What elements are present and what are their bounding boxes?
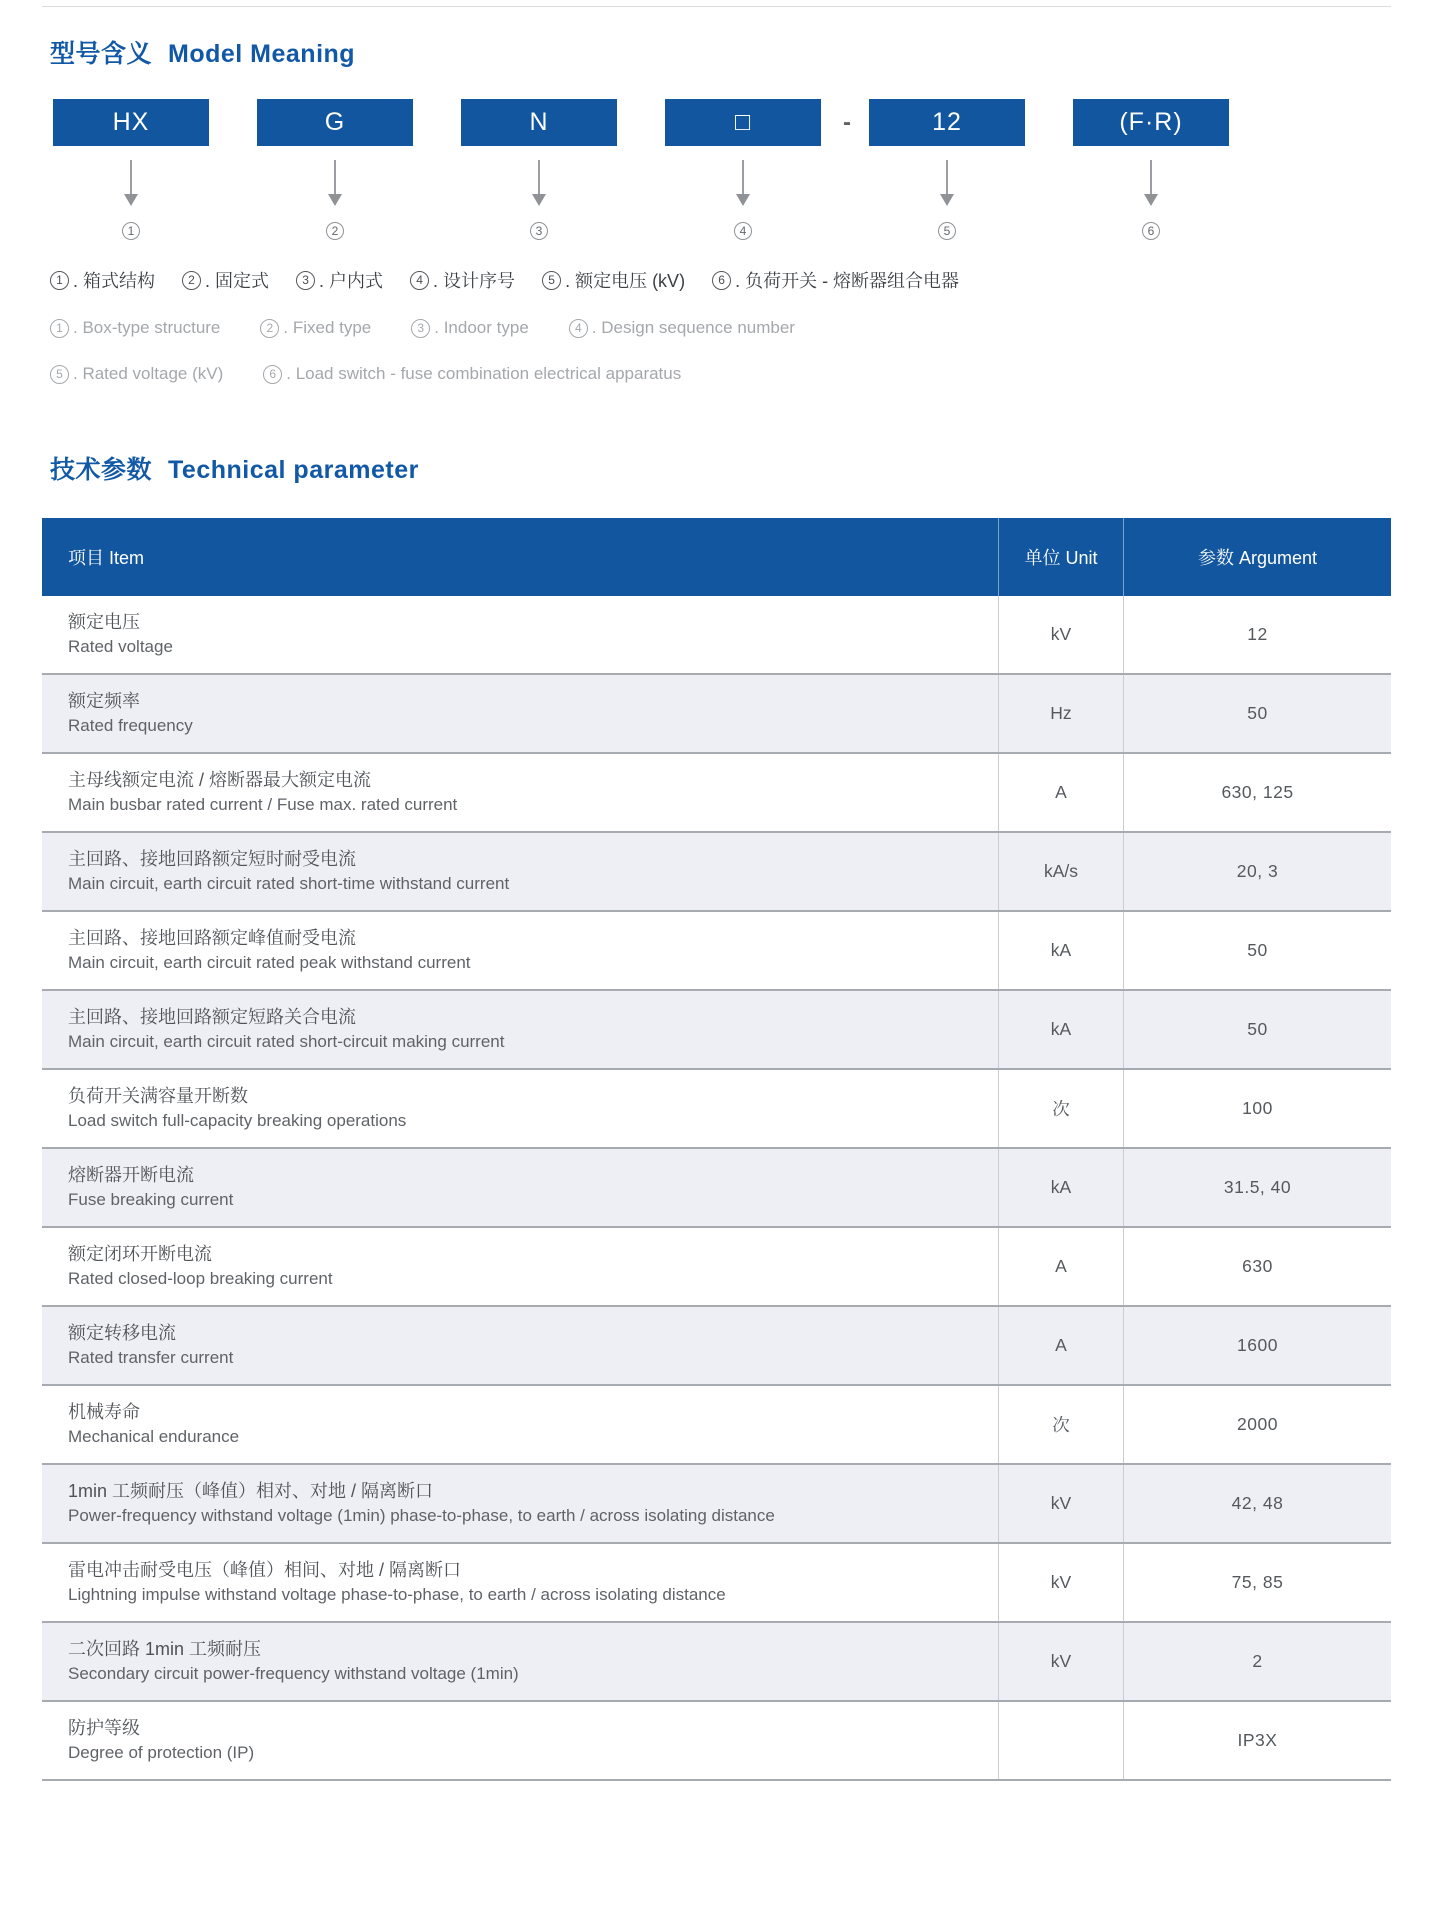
item-label-zh: 雷电冲击耐受电压（峰值）相间、对地 / 隔离断口 [68, 1560, 462, 1580]
legend-item-5 [542, 267, 685, 293]
cell-argument: 12 [1123, 596, 1391, 673]
legend-item-5 [50, 364, 223, 384]
down-arrow-icon [940, 160, 954, 206]
legend-item-label: . 户内式 [319, 271, 384, 291]
cell-argument: 50 [1123, 991, 1391, 1068]
section-title-en: Model Meaning [168, 40, 356, 68]
item-label-en: Fuse breaking current [68, 1190, 234, 1209]
cell-item [42, 912, 998, 989]
cell-item [42, 1702, 998, 1779]
table-row [42, 1465, 1391, 1544]
model-code-box: 12 [869, 99, 1025, 146]
item-label-zh: 主回路、接地回路额定短路关合电流 [68, 1007, 356, 1027]
circled-number-6: 6 [712, 271, 731, 290]
legend-item-label: . 固定式 [205, 271, 270, 291]
cell-argument: 2000 [1123, 1386, 1391, 1463]
table-row [42, 1702, 1391, 1781]
legend-item-2 [260, 318, 371, 338]
cell-item [42, 1465, 998, 1542]
section-title-technical-parameter [50, 450, 419, 486]
cell-unit: A [998, 1307, 1123, 1384]
legend-item-4 [569, 318, 795, 338]
item-label-en: Mechanical endurance [68, 1427, 240, 1446]
circled-number-5: 5 [542, 271, 561, 290]
model-code-unit-5 [869, 99, 1025, 240]
cell-unit: A [998, 1228, 1123, 1305]
legend-item-1 [50, 318, 220, 338]
cell-argument: 630, 125 [1123, 754, 1391, 831]
circled-number-6: 6 [263, 365, 282, 384]
circled-number-5: 5 [938, 222, 956, 240]
item-label-zh: 1min 工频耐压（峰值）相对、对地 / 隔离断口 [68, 1481, 434, 1501]
cell-unit [998, 1702, 1123, 1779]
cell-item [42, 754, 998, 831]
model-code-diagram [53, 99, 1233, 240]
cell-item [42, 1623, 998, 1700]
arrow-stem [130, 160, 132, 194]
section-title-model-meaning [50, 34, 355, 70]
cell-argument: 1600 [1123, 1307, 1391, 1384]
cell-item [42, 991, 998, 1068]
model-code-unit-3 [461, 99, 617, 240]
model-code-unit-1 [53, 99, 209, 240]
top-divider [42, 6, 1391, 7]
section-title-zh: 型号含义 [50, 40, 153, 68]
legend-item-4 [410, 267, 515, 293]
item-label-zh: 主回路、接地回路额定峰值耐受电流 [68, 928, 356, 948]
cell-unit: kV [998, 596, 1123, 673]
item-label-zh: 主母线额定电流 / 熔断器最大额定电流 [68, 770, 372, 790]
arrow-stem [946, 160, 948, 194]
table-row [42, 991, 1391, 1070]
down-arrow-icon [532, 160, 546, 206]
model-code-dash: - [843, 108, 851, 136]
down-arrow-icon [124, 160, 138, 206]
arrow-stem [742, 160, 744, 194]
cell-argument: 20, 3 [1123, 833, 1391, 910]
cell-unit: kV [998, 1544, 1123, 1621]
cell-unit: 次 [998, 1070, 1123, 1147]
circled-number-4: 4 [410, 271, 429, 290]
column-header-argument: 参数 Argument [1123, 518, 1391, 596]
circled-number-5: 5 [50, 365, 69, 384]
circled-number-1: 1 [122, 222, 140, 240]
legend-en-line2 [50, 364, 681, 384]
cell-argument: 50 [1123, 675, 1391, 752]
item-label-en: Rated closed-loop breaking current [68, 1269, 333, 1288]
arrow-stem [538, 160, 540, 194]
cell-item [42, 833, 998, 910]
legend-item-3 [411, 318, 529, 338]
legend-item-label: . 箱式结构 [73, 271, 156, 291]
cell-item [42, 1307, 998, 1384]
legend-item-3 [296, 267, 383, 293]
legend-item-1 [50, 267, 155, 293]
legend-item-6 [263, 364, 681, 384]
arrow-stem [334, 160, 336, 194]
circled-number-2: 2 [182, 271, 201, 290]
item-label-en: Secondary circuit power-frequency withstand voltage (1min) [68, 1664, 519, 1683]
item-label-en: Rated frequency [68, 716, 193, 735]
arrow-head [1144, 194, 1158, 206]
table-body [42, 596, 1391, 1781]
circled-number-1: 1 [50, 271, 69, 290]
model-code-unit-4 [665, 99, 821, 240]
model-code-box: G [257, 99, 413, 146]
table-row [42, 754, 1391, 833]
technical-parameter-table [42, 518, 1391, 1781]
item-label-zh: 负荷开关满容量开断数 [68, 1086, 248, 1106]
circled-number-3: 3 [530, 222, 548, 240]
cell-unit: kA/s [998, 833, 1123, 910]
cell-item [42, 596, 998, 673]
table-row [42, 596, 1391, 675]
item-label-zh: 主回路、接地回路额定短时耐受电流 [68, 849, 356, 869]
cell-unit: kA [998, 1149, 1123, 1226]
cell-unit: 次 [998, 1386, 1123, 1463]
legend-item-label: . Rated voltage (kV) [73, 364, 224, 383]
item-label-en: Main circuit, earth circuit rated short-circuit making current [68, 1032, 505, 1051]
cell-item [42, 1149, 998, 1226]
item-label-zh: 熔断器开断电流 [68, 1165, 194, 1185]
item-label-en: Rated transfer current [68, 1348, 234, 1367]
model-code-box: HX [53, 99, 209, 146]
cell-item [42, 1544, 998, 1621]
arrow-head [532, 194, 546, 206]
down-arrow-icon [1144, 160, 1158, 206]
down-arrow-icon [328, 160, 342, 206]
legend-item-label: . Indoor type [434, 318, 529, 337]
cell-argument: 100 [1123, 1070, 1391, 1147]
model-code-box: □ [665, 99, 821, 146]
arrow-head [124, 194, 138, 206]
cell-unit: kA [998, 991, 1123, 1068]
item-label-en: Rated voltage [68, 637, 173, 656]
table-row [42, 1228, 1391, 1307]
table-row [42, 1307, 1391, 1386]
cell-unit: A [998, 754, 1123, 831]
cell-unit: kV [998, 1465, 1123, 1542]
arrow-head [940, 194, 954, 206]
cell-unit: Hz [998, 675, 1123, 752]
column-header-unit: 单位 Unit [998, 518, 1123, 596]
legend-item-label: . 设计序号 [433, 271, 516, 291]
item-label-en: Power-frequency withstand voltage (1min) phase-to-phase, to earth / across isolating distance [68, 1506, 775, 1525]
cell-unit: kV [998, 1623, 1123, 1700]
legend-item-label: . 负荷开关 - 熔断器组合电器 [735, 271, 960, 291]
legend-item-2 [182, 267, 269, 293]
item-label-zh: 额定转移电流 [68, 1323, 176, 1343]
legend-zh [50, 267, 959, 293]
model-code-unit-6 [1073, 99, 1229, 240]
table-row [42, 675, 1391, 754]
section-title-en: Technical parameter [168, 456, 419, 484]
circled-number-3: 3 [411, 319, 430, 338]
cell-argument: 630 [1123, 1228, 1391, 1305]
table-row [42, 1386, 1391, 1465]
item-label-zh: 额定电压 [68, 612, 140, 632]
legend-item-label: . Box-type structure [73, 318, 221, 337]
circled-number-4: 4 [569, 319, 588, 338]
legend-item-label: . Fixed type [283, 318, 372, 337]
legend-item-label: . 额定电压 (kV) [565, 271, 686, 291]
column-header-item: 项目 Item [68, 548, 145, 568]
arrow-stem [1150, 160, 1152, 194]
item-label-en: Main busbar rated current / Fuse max. rated current [68, 795, 458, 814]
table-row [42, 1544, 1391, 1623]
cell-argument: 75, 85 [1123, 1544, 1391, 1621]
table-row [42, 912, 1391, 991]
cell-argument: 2 [1123, 1623, 1391, 1700]
model-code-unit-2 [257, 99, 413, 240]
cell-unit: kA [998, 912, 1123, 989]
legend-item-label: . Load switch - fuse combination electrical apparatus [286, 364, 682, 383]
item-label-zh: 额定频率 [68, 691, 140, 711]
down-arrow-icon [736, 160, 750, 206]
model-code-box: N [461, 99, 617, 146]
table-row [42, 833, 1391, 912]
cell-item [42, 1386, 998, 1463]
cell-argument: 31.5, 40 [1123, 1149, 1391, 1226]
legend-en-line1 [50, 318, 795, 338]
legend-item-label: . Design sequence number [591, 318, 795, 337]
table-row [42, 1070, 1391, 1149]
circled-number-3: 3 [296, 271, 315, 290]
circled-number-4: 4 [734, 222, 752, 240]
item-label-zh: 机械寿命 [68, 1402, 140, 1422]
item-label-en: Lightning impulse withstand voltage phase-to-phase, to earth / across isolating distance [68, 1585, 726, 1604]
cell-item [42, 1070, 998, 1147]
item-label-en: Main circuit, earth circuit rated peak withstand current [68, 953, 471, 972]
arrow-head [328, 194, 342, 206]
table-row [42, 1623, 1391, 1702]
circled-number-1: 1 [50, 319, 69, 338]
item-label-zh: 额定闭环开断电流 [68, 1244, 212, 1264]
table-header-row [42, 518, 1391, 596]
cell-argument: 50 [1123, 912, 1391, 989]
section-title-zh: 技术参数 [50, 456, 153, 484]
circled-number-2: 2 [260, 319, 279, 338]
cell-argument: IP3X [1123, 1702, 1391, 1779]
circled-number-2: 2 [326, 222, 344, 240]
table-row [42, 1149, 1391, 1228]
cell-argument: 42, 48 [1123, 1465, 1391, 1542]
legend-item-6 [712, 267, 959, 293]
item-label-en: Degree of protection (IP) [68, 1743, 255, 1762]
cell-item [42, 1228, 998, 1305]
cell-item [42, 675, 998, 752]
item-label-zh: 防护等级 [68, 1718, 140, 1738]
circled-number-6: 6 [1142, 222, 1160, 240]
arrow-head [736, 194, 750, 206]
item-label-zh: 二次回路 1min 工频耐压 [68, 1639, 262, 1659]
item-label-en: Main circuit, earth circuit rated short-time withstand current [68, 874, 510, 893]
model-code-box: (F·R) [1073, 99, 1229, 146]
item-label-en: Load switch full-capacity breaking operations [68, 1111, 407, 1130]
